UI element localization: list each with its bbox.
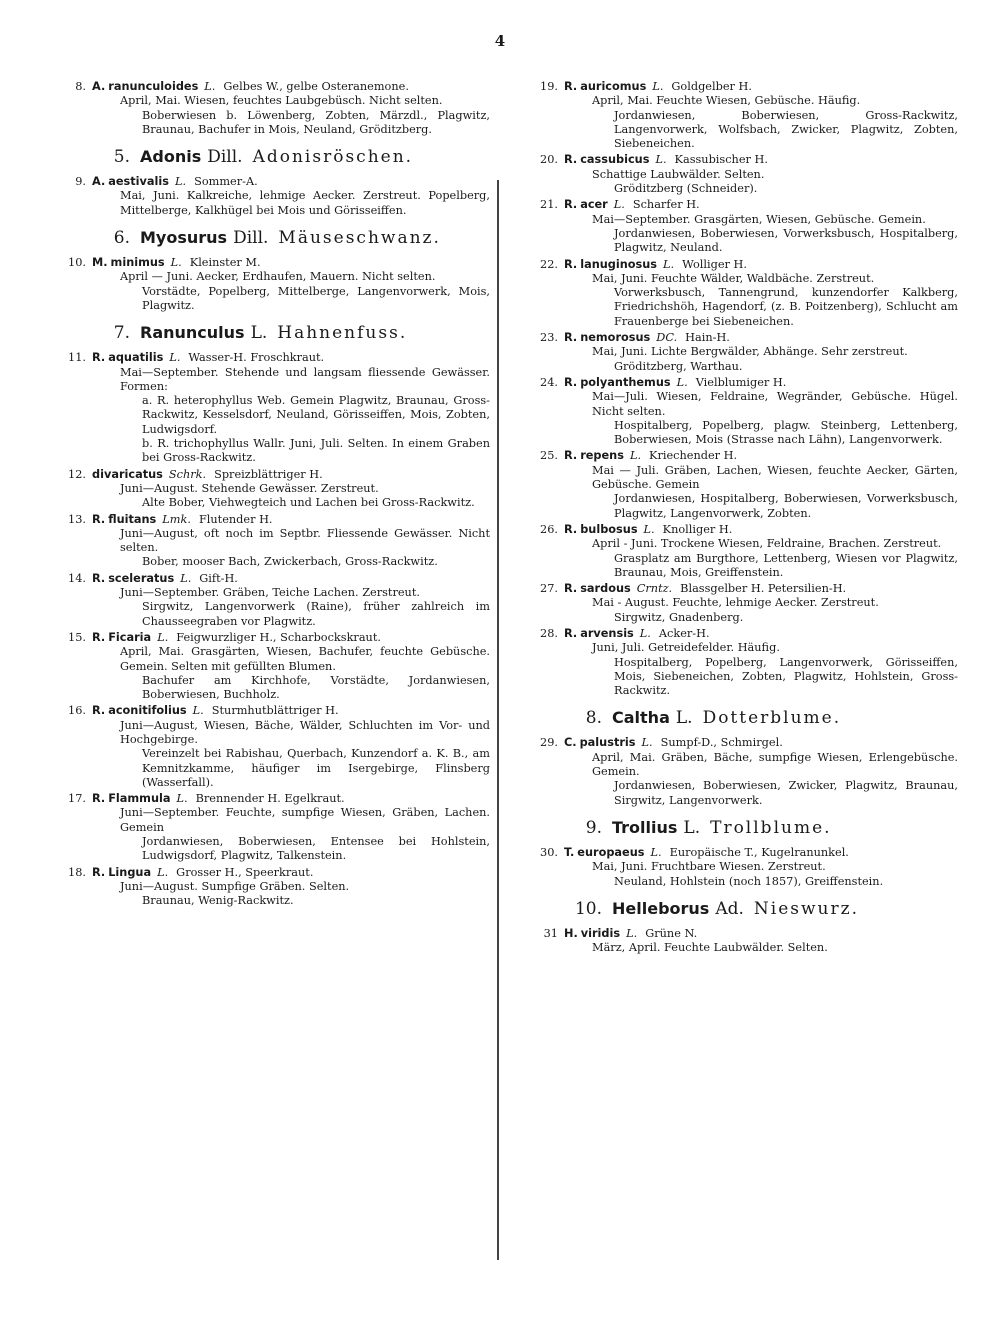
species-localities: Jordanwiesen, Boberwiesen, Gross-Rackwitz, Langenvorwerk, Wolfsbach, Zwicker, Plagwitz, Zobten, Siebeneichen. xyxy=(614,108,958,151)
genus-name: Helleborus xyxy=(612,898,710,918)
species-entry xyxy=(52,175,490,218)
species-entry xyxy=(524,927,958,956)
species-author: L. xyxy=(626,926,638,940)
species-number: 12. xyxy=(68,467,86,481)
species-name: divaricatus xyxy=(92,467,163,481)
species-number: 14. xyxy=(68,571,86,585)
species-common-name: Kleinster M. xyxy=(189,256,261,270)
species-header xyxy=(524,449,958,463)
species-header xyxy=(52,351,490,365)
species-header xyxy=(52,866,490,880)
species-genus: R. xyxy=(564,80,578,93)
species-genus: M. xyxy=(92,256,108,270)
species-common-name: Grüne N. xyxy=(645,926,698,940)
species-name: sceleratus xyxy=(108,571,175,585)
species-localities: Neuland, Hohlstein (noch 1857), Greiffenstein. xyxy=(614,874,884,888)
species-common-name: Gift-H. xyxy=(199,571,238,585)
species-localities: Braunau, Wenig-Rackwitz. xyxy=(142,894,294,908)
species-number: 9. xyxy=(75,175,86,189)
species-entry xyxy=(524,376,958,447)
species-common-name: Kassubischer H. xyxy=(674,153,768,167)
genus-number: 5. xyxy=(113,147,130,168)
species-description: Mai, Juni. Kalkreiche, lehmige Aecker. Zerstreut. Popelberg, Mittelberge, Kalkhügel bei Mois und Görisseiffen. xyxy=(120,189,490,217)
species-number: 30. xyxy=(540,845,558,859)
species-description: Mai, Juni. Lichte Bergwälder, Abhänge. Sehr zerstreut. xyxy=(592,345,908,359)
species-number: 10. xyxy=(68,256,86,270)
species-description: April, Mai. Grasgärten, Wiesen, Bachufer, feuchte Gebüsche. Gemein. Selten mit gefüllten Blumen. xyxy=(120,645,490,673)
species-name: repens xyxy=(580,449,624,463)
species-genus: R. xyxy=(564,582,578,596)
species-description: Mai—Juli. Wiesen, Feldraine, Wegränder, Gebüsche. Hügel. Nicht selten. xyxy=(592,390,958,418)
species-number: 11. xyxy=(68,351,86,365)
species-description: Mai, Juni. Feuchte Wälder, Waldbäche. Zerstreut. xyxy=(592,271,875,285)
species-localities: Jordanwiesen, Boberwiesen, Entensee bei Hohlstein, Ludwigsdorf, Plagwitz, Talkenstein. xyxy=(142,835,490,863)
genus-german-name: Trollblume. xyxy=(710,817,832,838)
species-header xyxy=(524,736,958,750)
species-genus: T. xyxy=(564,845,575,859)
species-name: arvensis xyxy=(580,626,634,640)
species-header xyxy=(524,376,958,390)
species-header xyxy=(52,704,490,718)
species-genus: A. xyxy=(92,175,106,189)
species-entry xyxy=(524,846,958,889)
species-localities: Grasplatz am Burgthore, Lettenberg, Wiesen vor Plagwitz, Braunau, Mois, Greiffenstein. xyxy=(614,551,958,579)
species-localities: Jordanwiesen, Boberwiesen, Vorwerksbusch, Hospitalberg, Plagwitz, Neuland. xyxy=(614,226,958,255)
species-genus: H. xyxy=(564,926,578,940)
species-genus: R. xyxy=(564,375,578,389)
species-entry xyxy=(524,331,958,374)
species-author: L. xyxy=(613,198,625,212)
species-header xyxy=(52,572,490,586)
species-header xyxy=(52,80,490,94)
species-author: L. xyxy=(176,792,188,806)
genus-heading xyxy=(524,899,958,919)
species-name: fluitans xyxy=(108,512,157,526)
species-common-name: Acker-H. xyxy=(658,626,710,640)
species-number: 18. xyxy=(68,865,86,879)
species-name: Flammula xyxy=(108,792,171,806)
species-common-name: Wolliger H. xyxy=(682,257,747,271)
species-header xyxy=(524,198,958,212)
species-author: Lmk. xyxy=(162,512,191,526)
species-genus: R. xyxy=(92,512,106,526)
species-common-name: Scharfer H. xyxy=(632,198,700,212)
genus-german-name: Dotterblume. xyxy=(702,708,842,729)
species-entry xyxy=(524,258,958,329)
species-description: März, April. Feuchte Laubwälder. Selten. xyxy=(592,941,828,955)
species-description: April, Mai. Feuchte Wiesen, Gebüsche. Häufig. xyxy=(592,94,861,108)
species-number: 19. xyxy=(540,80,558,93)
species-genus: R. xyxy=(92,351,106,365)
genus-author: Dill. xyxy=(207,147,243,168)
species-entry xyxy=(52,792,490,863)
species-genus: C. xyxy=(564,736,577,750)
genus-german-name: Mäuseschwanz. xyxy=(278,228,441,249)
species-common-name: Wasser-H. Froschkraut. xyxy=(188,351,325,365)
species-common-name: Blassgelber H. Petersilien-H. xyxy=(680,582,847,596)
species-entry xyxy=(524,736,958,807)
species-description: Mai — Juli. Gräben, Lachen, Wiesen, feuchte Aecker, Gärten, Gebüsche. Gemein xyxy=(592,463,958,492)
species-localities: Vorwerksbusch, Tannengrund, kunzendorfer Kalkberg, Friedrichshöh, Hagendorf, (z. B. Poitzenberg), Schlucht am Frauenberge bei Siebeneichen. xyxy=(614,286,958,328)
species-description: Mai - August. Feuchte, lehmige Aecker. Zerstreut. xyxy=(592,596,879,610)
species-localities: Bachufer am Kirchhofe, Vorstädte, Jordanwiesen, Boberwiesen, Buchholz. xyxy=(142,673,490,702)
species-common-name: Grosser H., Speerkraut. xyxy=(176,865,314,879)
species-entry xyxy=(524,449,958,520)
genus-author: Dill. xyxy=(233,228,269,249)
species-name: viridis xyxy=(580,926,621,940)
species-name: palustris xyxy=(579,736,636,750)
species-header xyxy=(524,927,958,941)
species-genus: R. xyxy=(92,704,106,718)
species-header xyxy=(52,792,490,806)
species-genus: R. xyxy=(92,792,106,806)
genus-author: L. xyxy=(683,817,701,838)
genus-heading xyxy=(52,228,490,248)
species-header xyxy=(52,631,490,645)
species-common-name: Hain-H. xyxy=(685,331,730,345)
species-author: L. xyxy=(170,256,182,270)
species-entry xyxy=(52,80,490,137)
species-author: L. xyxy=(676,375,688,389)
species-name: acer xyxy=(580,198,608,212)
species-description: April, Mai. Gräben, Bäche, sumpfige Wiesen, Erlengebüsche. Gemein. xyxy=(592,750,958,779)
species-genus: R. xyxy=(92,571,106,585)
genus-number: 7. xyxy=(113,323,130,344)
species-genus: R. xyxy=(564,449,578,463)
species-localities: Jordanwiesen, Boberwiesen, Zwicker, Plagwitz, Braunau, Sirgwitz, Langenvorwerk. xyxy=(614,779,958,807)
species-number: 27. xyxy=(540,582,558,596)
species-common-name: Europäische T., Kugelranunkel. xyxy=(669,845,849,859)
genus-name: Trollius xyxy=(612,817,678,837)
species-genus: R. xyxy=(92,865,106,879)
species-number: 15. xyxy=(68,630,86,644)
species-header xyxy=(524,331,958,345)
species-entry xyxy=(52,572,490,629)
species-header xyxy=(52,513,490,527)
genus-number: 10. xyxy=(574,898,602,919)
species-entry xyxy=(52,631,490,702)
species-entry xyxy=(52,866,490,909)
species-header xyxy=(524,80,958,94)
species-number: 21. xyxy=(540,198,558,212)
genus-name: Ranunculus xyxy=(140,323,245,343)
species-localities: Hospitalberg, Popelberg, Langenvorwerk, Görisseiffen, Mois, Siebeneichen, Zobten, Plagwitz, Hohlstein, Gross-Rackwitz. xyxy=(614,655,958,698)
species-name: sardous xyxy=(580,582,631,596)
species-localities: Hospitalberg, Popelberg, plagw. Steinberg, Lettenberg, Boberwiesen, Mois (Strasse nach Lähn), Langenvorwerk. xyxy=(614,418,958,447)
species-header xyxy=(524,582,958,596)
species-name: europaeus xyxy=(577,845,645,859)
species-number: 24. xyxy=(540,375,558,389)
species-header xyxy=(524,846,958,860)
genus-number: 6. xyxy=(113,228,130,249)
genus-number: 8. xyxy=(585,708,602,729)
species-header xyxy=(524,523,958,537)
species-common-name: Kriechender H. xyxy=(649,449,738,463)
species-name: lanuginosus xyxy=(580,257,658,271)
species-variety: b. R. trichophyllus Wallr. Juni, Juli. Selten. In einem Graben bei Gross-Rackwitz. xyxy=(142,437,490,465)
species-number: 31 xyxy=(543,926,558,940)
species-entry xyxy=(524,153,958,196)
species-header xyxy=(52,256,490,270)
species-description: Juni, Juli. Getreidefelder. Häufig. xyxy=(592,641,780,655)
species-common-name: Spreizblättriger H. xyxy=(214,467,323,481)
species-common-name: Brennender H. Egelkraut. xyxy=(195,792,345,806)
species-entry xyxy=(524,80,958,151)
species-name: Lingua xyxy=(108,865,152,879)
species-entry xyxy=(524,582,958,625)
species-number: 25. xyxy=(540,449,558,463)
genus-name: Adonis xyxy=(140,147,202,167)
species-genus: R. xyxy=(564,198,578,212)
species-number: 8. xyxy=(75,80,86,93)
species-number: 23. xyxy=(540,331,558,345)
species-description: Juni—August. Sumpfige Gräben. Selten. xyxy=(120,879,350,893)
species-genus: R. xyxy=(564,522,578,536)
species-description: Schattige Laubwälder. Selten. xyxy=(592,167,765,181)
species-genus: A. xyxy=(92,80,106,93)
genus-author: L. xyxy=(675,708,693,729)
species-author: L. xyxy=(157,630,169,644)
species-number: 13. xyxy=(68,512,86,526)
species-common-name: Sumpf-D., Schmirgel. xyxy=(660,736,783,750)
species-common-name: Sommer-A. xyxy=(194,175,258,189)
species-localities: Alte Bober, Viehwegteich und Lachen bei Gross-Rackwitz. xyxy=(142,496,475,510)
species-genus: R. xyxy=(564,153,578,167)
species-name: aconitifolius xyxy=(108,704,187,718)
species-header xyxy=(52,468,490,482)
species-number: 22. xyxy=(540,257,558,271)
species-description: Juni—August, Wiesen, Bäche, Wälder, Schluchten im Vor- und Hochgebirge. xyxy=(120,718,490,746)
species-common-name: Feigwurzliger H., Scharbockskraut. xyxy=(176,630,381,644)
species-entry xyxy=(524,627,958,698)
left-column xyxy=(52,80,490,911)
species-entry xyxy=(52,513,490,570)
species-author: Schrk. xyxy=(168,467,207,481)
species-author: L. xyxy=(641,736,653,750)
species-name: polyanthemus xyxy=(580,375,671,389)
species-localities: Gröditzberg (Schneider). xyxy=(614,182,758,196)
genus-german-name: Nieswurz. xyxy=(753,898,859,919)
species-description: Juni—August. Stehende Gewässer. Zerstreut. xyxy=(120,481,379,495)
species-description: April, Mai. Wiesen, feuchtes Laubgebüsch. Nicht selten. xyxy=(120,94,443,108)
species-name: Ficaria xyxy=(108,630,152,644)
species-localities: Vereinzelt bei Rabishau, Querbach, Kunzendorf a. K. B., am Kemnitzkamme, häufiger im Isergebirge, Flinsberg (Wasserfall). xyxy=(142,747,490,789)
species-author: L. xyxy=(643,522,655,536)
species-header xyxy=(524,153,958,167)
species-name: ranunculoides xyxy=(108,80,199,93)
species-entry xyxy=(524,198,958,255)
species-number: 28. xyxy=(540,626,558,640)
genus-german-name: Hahnenfuss. xyxy=(277,323,408,344)
species-entry xyxy=(52,256,490,313)
species-name: cassubicus xyxy=(580,153,650,167)
species-number: 16. xyxy=(68,704,86,718)
species-entry xyxy=(52,351,490,465)
species-common-name: Gelbes W., gelbe Osteranemone. xyxy=(223,80,409,93)
genus-number: 9. xyxy=(585,817,602,838)
species-localities: Gröditzberg, Warthau. xyxy=(614,359,743,373)
genus-author: L. xyxy=(250,323,268,344)
species-author: L. xyxy=(639,626,651,640)
species-description: April — Juni. Aecker, Erdhaufen, Mauern. Nicht selten. xyxy=(120,270,436,284)
species-name: nemorosus xyxy=(580,331,651,345)
species-number: 17. xyxy=(68,792,86,806)
species-localities: Sirgwitz, Gnadenberg. xyxy=(614,610,744,624)
species-common-name: Vielblumiger H. xyxy=(695,375,787,389)
species-author: L. xyxy=(650,845,662,859)
species-author: L. xyxy=(655,153,667,167)
species-header xyxy=(524,258,958,272)
species-common-name: Flutender H. xyxy=(198,512,273,526)
species-localities: Boberwiesen b. Löwenberg, Zobten, Märzdl., Plagwitz, Braunau, Bachufer in Mois, Neuland, Gröditzberg. xyxy=(142,108,490,136)
species-author: L. xyxy=(180,571,192,585)
species-description: Mai—September. Stehende und langsam fliessende Gewässer. Formen: xyxy=(120,365,490,393)
species-author: DC. xyxy=(656,331,678,345)
species-genus: R. xyxy=(564,626,578,640)
species-genus: R. xyxy=(564,257,578,271)
species-description: Juni—September. Feuchte, sumpfige Wiesen, Gräben, Lachen. Gemein xyxy=(120,806,490,834)
genus-name: Myosurus xyxy=(140,228,228,248)
species-author: Crntz. xyxy=(636,582,673,596)
species-localities: Jordanwiesen, Hospitalberg, Boberwiesen, Vorwerksbusch, Plagwitz, Langenvorwerk, Zobten. xyxy=(614,492,958,520)
species-author: L. xyxy=(652,80,664,93)
species-genus: R. xyxy=(564,331,578,345)
genus-heading xyxy=(52,147,490,167)
species-header xyxy=(524,627,958,641)
genus-german-name: Adonisröschen. xyxy=(252,147,414,168)
species-author: L. xyxy=(204,80,216,93)
species-common-name: Sturmhutblättriger H. xyxy=(211,704,339,718)
species-name: minimus xyxy=(110,256,165,270)
species-number: 29. xyxy=(540,736,558,750)
genus-author: Ad. xyxy=(715,898,744,919)
species-variety: a. R. heterophyllus Web. Gemein Plagwitz, Braunau, Gross-Rackwitz, Kesselsdorf, Neuland, Görisseiffen, Mois, Zobten, Ludwigsdorf. xyxy=(142,394,490,436)
species-common-name: Knolliger H. xyxy=(662,522,733,536)
species-number: 26. xyxy=(540,522,558,536)
species-number: 20. xyxy=(540,153,558,167)
species-name: aestivalis xyxy=(108,175,169,189)
species-author: L. xyxy=(629,449,642,463)
species-author: L. xyxy=(157,865,169,879)
species-description: Juni—August, oft noch im Septbr. Fliessende Gewässer. Nicht selten. xyxy=(120,526,490,555)
page-number: 4 xyxy=(494,32,506,50)
species-name: auricomus xyxy=(580,80,647,93)
species-author: L. xyxy=(169,351,181,365)
species-header xyxy=(52,175,490,189)
species-author: L. xyxy=(192,704,204,718)
species-description: Juni—September. Gräben, Teiche Lachen. Zerstreut. xyxy=(120,586,420,600)
species-description: Mai—September. Grasgärten, Wiesen, Gebüsche. Gemein. xyxy=(592,212,926,226)
genus-heading xyxy=(524,708,958,728)
species-genus: R. xyxy=(92,630,106,644)
genus-heading xyxy=(524,818,958,838)
genus-name: Caltha xyxy=(612,708,670,728)
species-localities: Sirgwitz, Langenvorwerk (Raine), früher zahlreich im Chausseegraben vor Plagwitz. xyxy=(142,600,490,628)
species-common-name: Goldgelber H. xyxy=(671,80,752,93)
species-entry xyxy=(52,468,490,511)
genus-heading xyxy=(52,323,490,343)
species-description: Mai, Juni. Fruchtbare Wiesen. Zerstreut. xyxy=(592,860,826,874)
column-divider xyxy=(497,180,499,1260)
species-author: L. xyxy=(663,257,675,271)
species-localities: Vorstädte, Popelberg, Mittelberge, Langenvorwerk, Mois, Plagwitz. xyxy=(142,284,490,312)
species-description: April - Juni. Trockene Wiesen, Feldraine, Brachen. Zerstreut. xyxy=(592,537,942,551)
right-column xyxy=(524,80,958,957)
species-name: aquatilis xyxy=(108,351,164,365)
species-entry xyxy=(52,704,490,790)
species-entry xyxy=(524,523,958,580)
species-localities: Bober, mooser Bach, Zwickerbach, Gross-Rackwitz. xyxy=(142,555,438,569)
species-author: L. xyxy=(175,175,187,189)
species-name: bulbosus xyxy=(580,522,638,536)
